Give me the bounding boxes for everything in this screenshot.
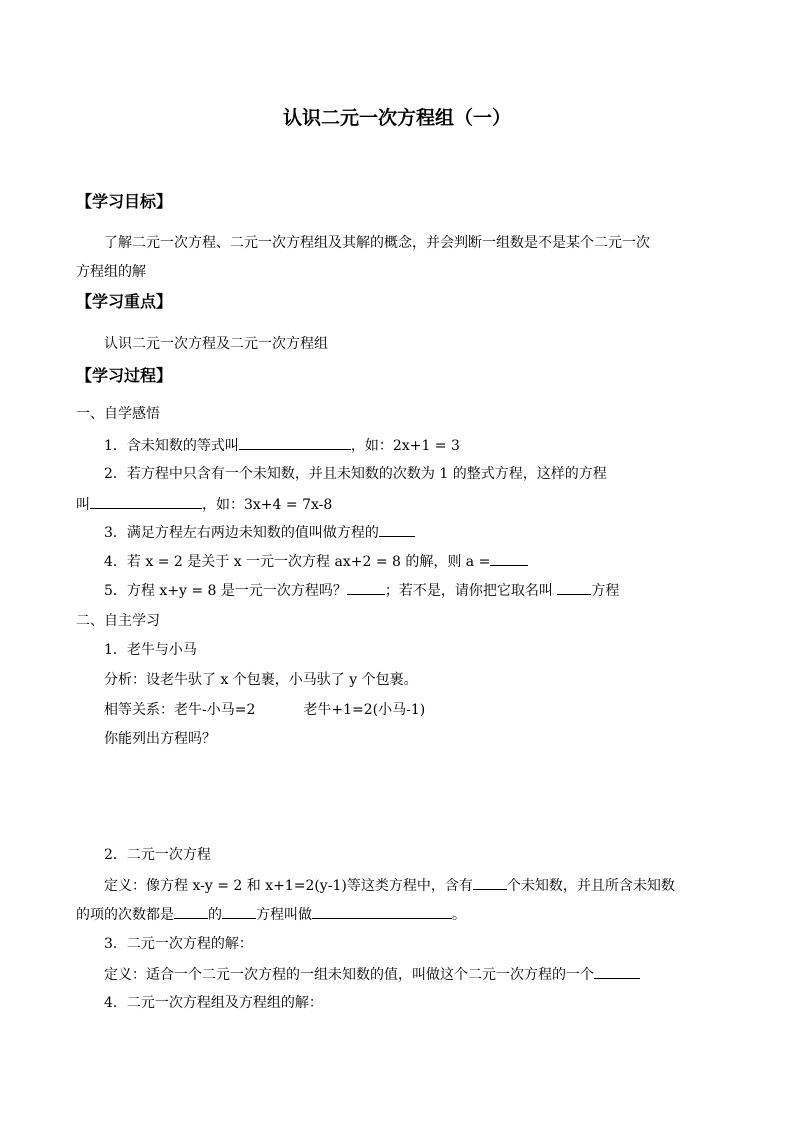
- question-5-text: 5．方程 x+y = 8 是一元一次方程吗？: [104, 583, 347, 599]
- section-4-title: 4．二元一次方程组及方程组的解：: [104, 995, 323, 1011]
- question-3-text: 3．满足方程左右两边未知数的值叫做方程的: [104, 525, 379, 541]
- definition-text: 定义：像方程 x-y = 2 和 x+1=2(y-1)等这类方程中，含有: [104, 878, 473, 894]
- page-title: 认识二元一次方程组（一）: [282, 107, 511, 129]
- question-1-example: ，如：2x+1 = 3: [350, 438, 460, 454]
- part2-title: 二、自主学习: [76, 613, 160, 629]
- answer-blank: [90, 494, 202, 509]
- definition-text-4: 的: [208, 907, 222, 923]
- goal-text-line-2: 方程组的解: [76, 264, 146, 280]
- question-2-line-2: [76, 494, 332, 515]
- answer-blank: [174, 904, 208, 919]
- question-5-text-2: ；若不是，请你把它取名叫: [384, 583, 553, 599]
- question-3: [104, 522, 415, 543]
- answer-blank: [473, 875, 507, 890]
- section-1-question: 你能列出方程吗？: [104, 731, 216, 747]
- section-2-definition-line-2: [76, 904, 466, 925]
- definition-text-6: 。: [452, 907, 466, 923]
- part1-title: 一、自学感悟: [76, 406, 160, 422]
- section-1-analysis: 分析：设老牛驮了 x 个包裹，小马驮了 y 个包裹。: [104, 672, 418, 688]
- goal-heading: 【学习目标】: [76, 192, 173, 211]
- answer-blank: [379, 522, 415, 537]
- section-1-title: 1．老牛与小马: [104, 642, 197, 658]
- question-2-line-1: 2．若方程中只含有一个未知数，并且未知数的次数为 1 的整式方程，这样的方程: [104, 466, 607, 482]
- section-3-definition: [104, 964, 640, 985]
- section-3-title: 3．二元一次方程的解：: [104, 936, 253, 952]
- focus-text: 认识二元一次方程及二元一次方程组: [104, 336, 328, 352]
- definition-text-2: 个未知数，并且所含未知数: [506, 878, 675, 894]
- answer-blank: [222, 904, 256, 919]
- question-2-text: 叫: [76, 497, 90, 513]
- section-2-definition-line-1: [104, 875, 675, 896]
- process-heading: 【学习过程】: [76, 366, 173, 385]
- section-1-relation: [104, 700, 425, 720]
- relation-2: 老牛+1=2(小马-1): [303, 702, 426, 718]
- focus-heading: 【学习重点】: [76, 292, 173, 311]
- answer-blank: [557, 580, 591, 595]
- question-4: [104, 551, 528, 572]
- question-4-text: 4．若 x = 2 是关于 x 一元一次方程 ax+2 = 8 的解，则 a =: [104, 554, 491, 570]
- answer-blank: [239, 435, 351, 450]
- relation-1: 相等关系：老牛-小马=2: [104, 702, 256, 718]
- answer-blank: [594, 964, 640, 979]
- question-2-example: ，如：3x+4 = 7x-8: [202, 497, 333, 513]
- question-1-text: 1．含未知数的等式叫: [104, 438, 239, 454]
- definition-text: 定义：适合一个二元一次方程的一组未知数的值，叫做这个二元一次方程的一个: [104, 967, 594, 983]
- definition-text-5: 方程叫做: [256, 907, 312, 923]
- answer-blank: [490, 551, 528, 566]
- section-2-title: 2．二元一次方程: [104, 847, 211, 863]
- question-5-text-3: 方程: [591, 583, 620, 599]
- definition-text-3: 的项的次数都是: [76, 907, 174, 923]
- goal-text-line-1: 了解二元一次方程、二元一次方程组及其解的概念，并会判断一组数是不是某个二元一次: [104, 235, 650, 251]
- question-5: [104, 580, 619, 601]
- answer-blank: [312, 904, 452, 919]
- question-1: [104, 435, 460, 456]
- answer-blank: [347, 580, 385, 595]
